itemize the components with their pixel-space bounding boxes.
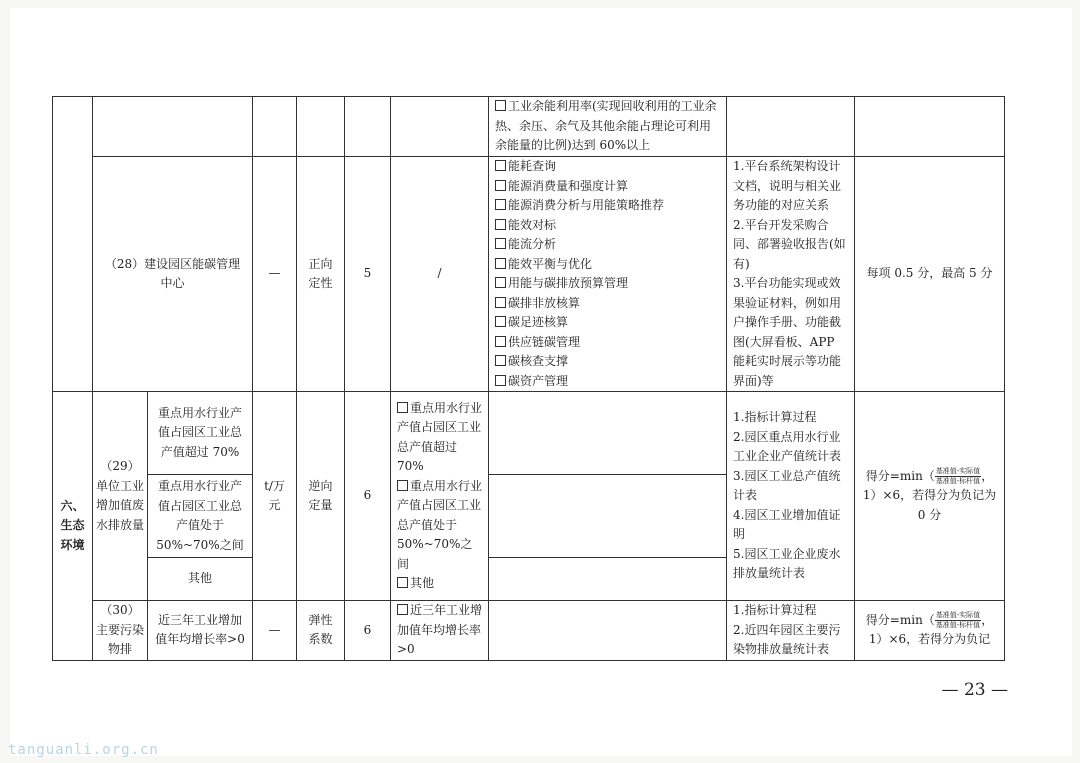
materials-30: 1.指标计算过程 2.近四年园区主要污染物排放量统计表 xyxy=(727,601,855,661)
page-number: — 23 — xyxy=(941,680,1008,700)
options-28 xyxy=(489,157,727,392)
baseline-28: / xyxy=(391,157,489,392)
value-cell-29a xyxy=(489,392,727,475)
weight-cell xyxy=(345,97,391,157)
checkbox-option xyxy=(495,157,720,177)
checkbox-option-label: 用能与碳排放预算管理 xyxy=(508,276,629,290)
materials-28: 1.平台系统架构设计文档，说明与相关业务功能的对应关系 2.平台开发采购合同、部署验收报告(如有) 3.平台功能实现或效果验证材料，例如用户操作手册、功能截图(大屏看板、APP 能耗实时展示等功能界面)等 xyxy=(727,157,855,392)
materials-29: 1.指标计算过程 2.园区重点用水行业工业企业产值统计表 3.园区工业总产值统计表 4.园区工业增加值证明 5.园区工业企业废水排放量统计表 xyxy=(727,392,855,601)
sub-29b: 重点用水行业产值占园区工业总产值处于 50%~70%之间 xyxy=(148,475,253,558)
sub-29a: 重点用水行业产值占园区工业总产值超过 70% xyxy=(148,392,253,475)
checkbox-option xyxy=(495,294,720,314)
unit-30: — xyxy=(253,601,297,661)
unit-29: t/万元 xyxy=(253,392,297,601)
checkbox-option-label: 供应链碳管理 xyxy=(508,334,581,349)
checkbox-option xyxy=(495,177,720,197)
scoring-29 xyxy=(855,392,1005,601)
checkbox-option-label: 能效对标 xyxy=(508,217,557,232)
checkbox-icon xyxy=(495,297,506,308)
checkbox-icon xyxy=(495,160,506,171)
fraction-30 xyxy=(935,611,981,630)
checkbox-icon xyxy=(397,577,408,588)
checkbox-icon xyxy=(397,402,408,413)
checkbox-option xyxy=(495,274,720,294)
fraction-den-30: 基准值-标杆值 xyxy=(935,620,981,629)
checkbox-icon xyxy=(495,199,506,210)
score-suffix-29: ，1）×6，若得分为负记为 0 分 xyxy=(862,468,997,522)
checkbox-option-label: 能源消费分析与用能策略推荐 xyxy=(508,198,665,212)
fraction-den-29: 基准值-标杆值 xyxy=(935,476,981,485)
checkbox-option-label: 能效平衡与优化 xyxy=(508,256,593,271)
weight-28: 5 xyxy=(345,157,391,392)
table-row-28 xyxy=(53,157,1005,392)
category-cell-top xyxy=(53,97,93,392)
unit-28: — xyxy=(253,157,297,392)
checkbox-option-label: 碳足迹核算 xyxy=(508,315,569,329)
scoring-30 xyxy=(855,601,1005,661)
checkbox-option-label: 能流分析 xyxy=(508,237,557,251)
score-prefix-30: 得分=min（ xyxy=(865,612,935,627)
table-row-energy-reuse xyxy=(53,97,1005,157)
direction-29: 逆向 定量 xyxy=(297,392,345,601)
table-row-30 xyxy=(53,601,1005,661)
option-30-text: 近三年工业增加值年均增长率>0 xyxy=(397,603,483,656)
checkbox-icon xyxy=(495,277,506,288)
value-cell-29c xyxy=(489,558,727,601)
requirement-cell xyxy=(489,97,727,157)
indicator-30: （30） 主要污染物排 xyxy=(93,601,148,661)
table-row-29a xyxy=(53,392,1005,475)
value-cell-30 xyxy=(489,601,727,661)
checkbox-option xyxy=(495,333,720,353)
weight-30: 6 xyxy=(345,601,391,661)
direction-cell xyxy=(297,97,345,157)
fraction-num-29: 基准值-实际值 xyxy=(935,466,981,475)
checkbox-option-label: 能耗查询 xyxy=(508,159,557,173)
weight-29: 6 xyxy=(345,392,391,601)
fraction-num-30: 基准值-实际值 xyxy=(935,610,981,619)
baseline-cell xyxy=(391,97,489,157)
checkbox-option xyxy=(495,235,720,255)
fraction-29 xyxy=(935,467,981,486)
category-ecology: 六、 生态 环境 xyxy=(53,392,93,661)
checkbox-option-label: 重点用水行业产值占园区工业总产值超过 70% xyxy=(397,400,483,473)
checkbox-icon xyxy=(495,316,506,327)
indicator-cell xyxy=(93,97,253,157)
score-suffix-30: ，1）×6，若得分为负记 xyxy=(868,612,994,647)
indicator-29: （29） 单位工业增加值废水排放量 xyxy=(93,392,148,601)
sub-30: 近三年工业增加值年均增长率>0 xyxy=(148,601,253,661)
checkbox-option-label: 重点用水行业产值占园区工业总产值处于 50%~70%之间 xyxy=(397,478,483,571)
unit-cell xyxy=(253,97,297,157)
checkbox-option xyxy=(495,372,720,392)
checkbox-option-label: 碳排非放核算 xyxy=(508,295,581,310)
checkbox-option xyxy=(495,352,720,372)
watermark-text: tanguanli.org.cn xyxy=(8,742,159,758)
checkbox-option xyxy=(397,477,482,575)
score-prefix-29: 得分=min（ xyxy=(865,468,935,483)
checkbox-option xyxy=(495,313,720,333)
checkbox-icon xyxy=(495,336,506,347)
checkbox-option xyxy=(495,216,720,236)
direction-28: 正向 定性 xyxy=(297,157,345,392)
indicator-28: （28）建设园区能碳管理中心 xyxy=(93,157,253,392)
checkbox-icon xyxy=(495,258,506,269)
scoring-28: 每项 0.5 分，最高 5 分 xyxy=(855,157,1005,392)
checkbox-icon xyxy=(495,355,506,366)
checkbox-icon xyxy=(495,219,506,230)
checkbox-option xyxy=(397,399,482,477)
checkbox-icon xyxy=(397,480,408,491)
checkbox-icon xyxy=(495,100,506,111)
checkbox-option-label: 其他 xyxy=(410,576,435,590)
requirement-text: 工业余能利用率(实现回收利用的工业余热、余压、余气及其他余能占理论可利用余能量的比例)达到 60%以上 xyxy=(495,99,717,153)
checkbox-option-label: 碳核查支撑 xyxy=(508,354,569,368)
direction-30: 弹性 系数 xyxy=(297,601,345,661)
checkbox-option xyxy=(495,196,720,216)
checkbox-option-label: 能源消费量和强度计算 xyxy=(508,178,629,193)
checkbox-icon xyxy=(495,180,506,191)
checkbox-option xyxy=(495,255,720,275)
indicator-table xyxy=(52,96,1005,661)
options-30 xyxy=(391,601,489,661)
scoring-cell xyxy=(855,97,1005,157)
checkbox-icon xyxy=(397,604,408,615)
checkbox-icon xyxy=(495,238,506,249)
checkbox-option-label: 碳资产管理 xyxy=(508,373,569,388)
value-cell-29b xyxy=(489,475,727,558)
options-29 xyxy=(391,392,489,601)
checkbox-option xyxy=(397,574,482,594)
materials-cell xyxy=(727,97,855,157)
checkbox-icon xyxy=(495,375,506,386)
sub-29c: 其他 xyxy=(148,558,253,601)
